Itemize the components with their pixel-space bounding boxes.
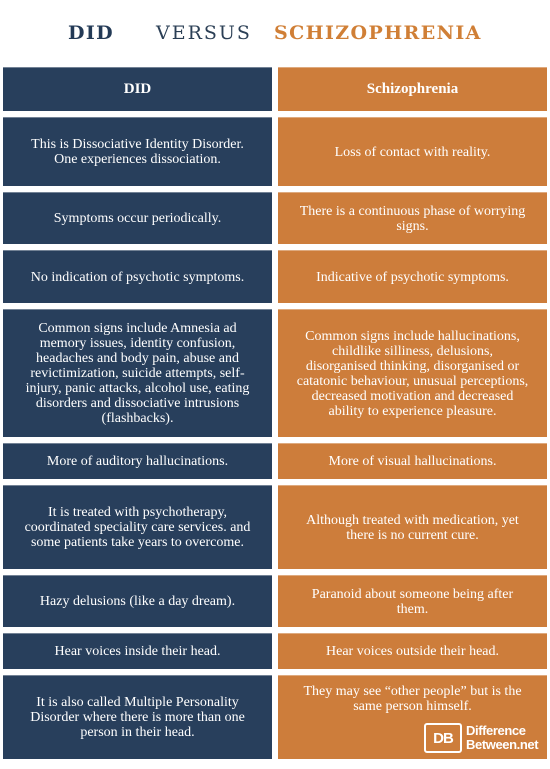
table-header-row [3,67,547,111]
did-cell: It is treated with psychotherapy, coordinated speciality care services. and some patients take years to overcome. [3,485,272,569]
table-row [3,633,547,669]
table-row [3,192,547,244]
schizophrenia-cell: Hear voices outside their head. [278,633,547,669]
table-row [3,250,547,303]
schizophrenia-cell: They may see “other people” but is the same person himself. [278,675,547,759]
table-row [3,117,547,186]
logo-line-2: Between.net [466,737,539,752]
table-row [3,485,547,569]
schizophrenia-cell: More of visual hallucinations. [278,443,547,479]
column-header-schizophrenia: Schizophrenia [278,67,547,111]
table-row [3,575,547,627]
did-cell: More of auditory hallucinations. [3,443,272,479]
title-versus: VERSUS [156,22,252,44]
did-cell: Common signs include Amnesia ad memory issues, identity confusion, headaches and body pain, abuse and revictimization, suicide attempts, self-injury, panic attacks, alcohol use, eating disorders and dissociative intrusions (flashbacks). [3,309,272,437]
table-row [3,443,547,479]
schizophrenia-cell: Common signs include hallucinations, childlike silliness, delusions, disorganised thinking, disorganised or catatonic behaviour, unusual perceptions, decreased motivation and decreased ability to experience pleasure. [278,309,547,437]
did-cell: Hazy delusions (like a day dream). [3,575,272,627]
title-schizophrenia: SCHIZOPHRENIA [274,22,482,44]
did-cell: It is also called Multiple Personality Disorder where there is more than one person in their head. [3,675,272,759]
schizophrenia-cell: There is a continuous phase of worrying signs. [278,192,547,244]
comparison-table [3,67,547,765]
column-header-did: DID [3,67,272,111]
schizophrenia-cell: Loss of contact with reality. [278,117,547,186]
schizophrenia-cell: Indicative of psychotic symptoms. [278,250,547,303]
page-title [0,22,550,50]
table-row [3,309,547,437]
logo-line-1: Difference [466,723,526,738]
did-cell: Symptoms occur periodically. [3,192,272,244]
schizophrenia-cell: Although treated with medication, yet there is no current cure. [278,485,547,569]
differencebetween-logo [424,720,538,756]
did-cell: Hear voices inside their head. [3,633,272,669]
logo-text [466,724,538,752]
schizophrenia-cell: Paranoid about someone being after them. [278,575,547,627]
title-did: DID [68,22,115,44]
db-logo-icon: DB [424,723,462,753]
did-cell: No indication of psychotic symptoms. [3,250,272,303]
did-cell: This is Dissociative Identity Disorder. One experiences dissociation. [3,117,272,186]
